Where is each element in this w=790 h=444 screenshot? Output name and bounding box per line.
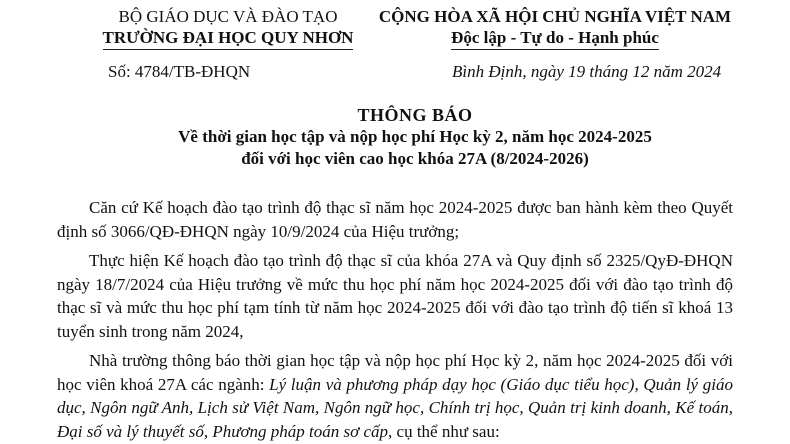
paragraph-3 <box>57 349 733 443</box>
title-line-1: Về thời gian học tập và nộp học phí Học kỳ 2, năm học 2024-2025 <box>178 127 652 146</box>
university-name: TRƯỜNG ĐẠI HỌC QUY NHƠN <box>103 27 354 50</box>
paragraph-1: Căn cứ Kế hoạch đào tạo trình độ thạc sĩ năm học 2024-2025 được ban hành kèm theo Quyết định số 3066/QĐ-ĐHQN ngày 10/9/2024 của Hiệu trưởng; <box>57 198 733 241</box>
paragraph-3-start: Nhà trường thông báo thời gian học tập và nộp học phí Học kỳ 2, năm học 2024-2025 đối với học viên khoá 27A các ngành: <box>57 351 733 394</box>
document-title <box>40 104 790 170</box>
issuer-block <box>78 6 378 50</box>
country-name: CỘNG HÒA XÃ HỘI CHỦ NGHĨA VIỆT NAM <box>378 7 732 26</box>
ministry-name: BỘ GIÁO DỤC VÀ ĐÀO TẠO <box>118 7 338 26</box>
document-body <box>57 196 733 444</box>
majors-list: Lý luận và phương pháp dạy học (Giáo dục tiểu học), Quản lý giáo dục, Ngôn ngữ Anh, Lịch sử Việt Nam, Ngôn ngữ học, Chính trị học, Quản trị kinh doanh, Kế toán, Đại số và lý thuyết số, Phương pháp toán sơ cấp <box>57 374 733 441</box>
document-number: Số: 4784/TB-ĐHQN <box>108 62 251 81</box>
national-block <box>340 6 770 50</box>
national-motto: Độc lập - Tự do - Hạnh phúc <box>451 27 659 50</box>
paragraph-2: Thực hiện Kế hoạch đào tạo trình độ thạc sĩ của khóa 27A và Quy định số 2325/QyĐ-ĐHQN ngày 18/7/2024 của Hiệu trưởng về mức thu học phí năm học 2024-2025 đối với đào tạo trình độ thạc sĩ và mức thu học phí tạm tính từ năm học 2024-2025 đối với đào tạo trình độ tiến sĩ khoá 13 tuyển sinh trong năm 2024, <box>57 251 733 341</box>
title-line-2: đối với học viên cao học khóa 27A (8/2024-2026) <box>241 149 589 168</box>
place-and-date: Bình Định, ngày 19 tháng 12 năm 2024 <box>452 62 722 81</box>
title-main: THÔNG BÁO <box>357 105 473 125</box>
paragraph-3-end: , cụ thể như sau: <box>388 421 500 441</box>
